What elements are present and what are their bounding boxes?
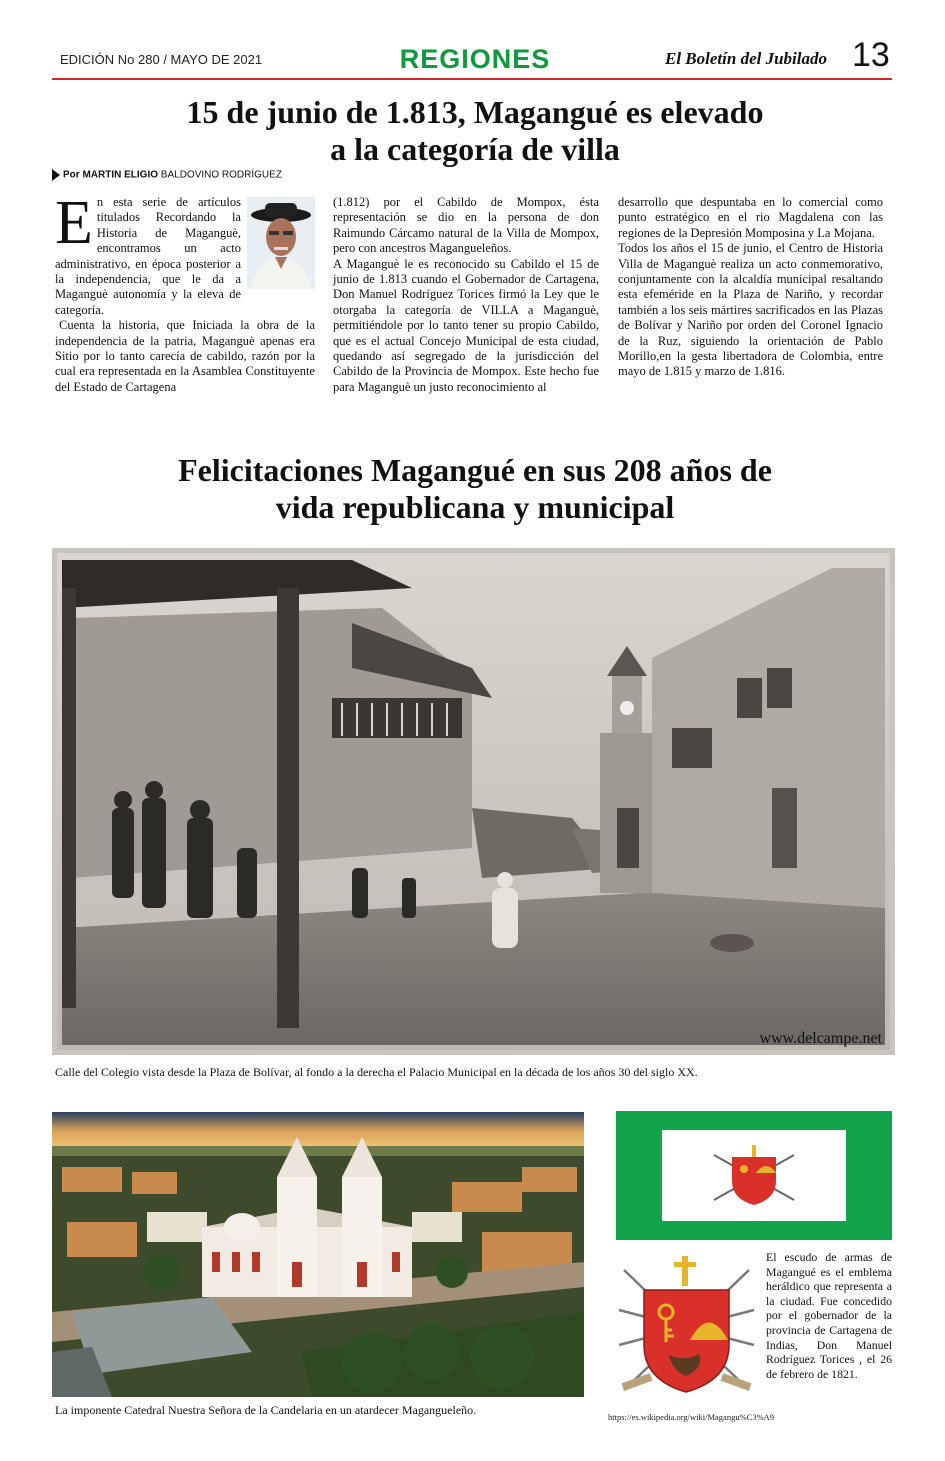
section-title: REGIONES <box>399 44 551 74</box>
coat-of-arms <box>614 1250 759 1408</box>
byline-arrow-icon <box>52 169 60 181</box>
article-column-3 <box>618 195 883 380</box>
col2-paragraph-1: (1.812) por el Cabildo de Mompox, ésta representación se dio en la persona de don Raimundo Cárcamo natural de la Villa de Mompox, pero con ancestros Magangueleños. <box>333 195 599 256</box>
photo-watermark: www.delcampe.net <box>759 1030 882 1047</box>
col1-paragraph-2: Cuenta la historia, que Iniciada la obra de la independencia de la patria, Maganguè apenas era Sitio por lo tanto carecía de cabildo, razón por la cual era representada en la Asamblea Constituyente del Estado de Cartagena <box>55 318 315 394</box>
magangue-flag <box>616 1111 892 1240</box>
coat-of-arms-description: El escudo de armas de Magangué es el emblema heráldico que representa a la ciudad. Fue concedido por el gobernador de la provincia de Cartagena de Indias, Don Manuel Rodríguez Torices , el 26 de febrero de 1821. <box>766 1250 892 1381</box>
cathedral-photo <box>52 1112 584 1397</box>
author-photo <box>247 197 315 289</box>
historic-photo-caption: Calle del Colegio vista desde la Plaza de Bolívar, al fondo a la derecha el Palacio Municipal en la década de los años 30 del siglo XX. <box>55 1065 698 1079</box>
col3-paragraph-2: Todos los años el 15 de junio, el Centro de Historia Villa de Maganguè realiza un acto conmemorativo, conjuntamente con la alcaldía municipal resaltando esta efeméride en la Plaza de Nariño, y recordar también a los seis mártires sacrificados en las Plazas de Bolívar y Nariño por orden del Coronel Ignacio de la Ruz, siguiendo la orientación de Pablo Morillo,en la gesta libertadora de Colombia, entre mayo de 1.815 y marzo de 1.816. <box>618 241 883 379</box>
feature-title-line1: Felicitaciones Magangué en sus 208 años de <box>178 452 772 488</box>
article-column-2 <box>333 195 599 395</box>
header-rule <box>52 78 892 80</box>
feature-title <box>60 452 890 526</box>
col3-paragraph-1: desarrollo que despuntaba en lo comercial como punto estratégico en el rio Magdalena con las regiones de la Depresión Momposina y La Mojana. <box>618 195 883 240</box>
article-title-line1: 15 de junio de 1.813, Magangué es elevado <box>186 94 764 130</box>
byline-prefix: Por <box>63 169 80 181</box>
cathedral-photo-caption: La imponente Catedral Nuestra Señora de la Candelaria en un atardecer Magangueleño. <box>55 1403 477 1417</box>
byline <box>52 169 282 181</box>
page-number: 13 <box>852 36 890 74</box>
col2-paragraph-2: A Maganguè le es reconocido su Cabildo el 15 de junio de 1.813 cuando el Gobernador de Cartagena, Don Manuel Rodríguez Torices firmó la Ley que le otorgaba la categoría de VILLA a Maganguè, permitiéndole por lo tanto tener su propio Cabildo, que es el actual Concejo Municipal de esta ciudad, quedando así segregado de la jurisdicción del Cabildo de la Provincia de Mompox. Este hecho fue para Maganguè un justo reconocimiento al <box>333 256 599 394</box>
publication-name: El Boletín del Jubilado <box>665 49 827 68</box>
article-title-line2: a la categoría de villa <box>330 131 620 167</box>
byline-author-rest: BALDOVINO RODRÍGUEZ <box>160 169 282 181</box>
dropcap-letter: E <box>55 189 93 257</box>
col1-paragraph-1: n esta serie de artículos titulados Recordando la Historia de Maganguè, encontramos un acto administrativo, en época posterior a la independencia, que le da a Maganguè autonomía y la eleva de categoría. <box>55 195 241 317</box>
feature-title-line2: vida republicana y municipal <box>275 489 675 525</box>
historic-street-photo <box>52 548 895 1055</box>
article-title <box>60 94 890 168</box>
article-column-1 <box>55 189 315 395</box>
edition-label: EDICIÓN No 280 / MAYO DE 2021 <box>60 52 263 67</box>
byline-author-bold: MARTIN ELIGIO <box>82 169 159 181</box>
source-link[interactable]: https://es.wikipedia.org/wiki/Magangu%C3%A9 <box>608 1412 775 1422</box>
